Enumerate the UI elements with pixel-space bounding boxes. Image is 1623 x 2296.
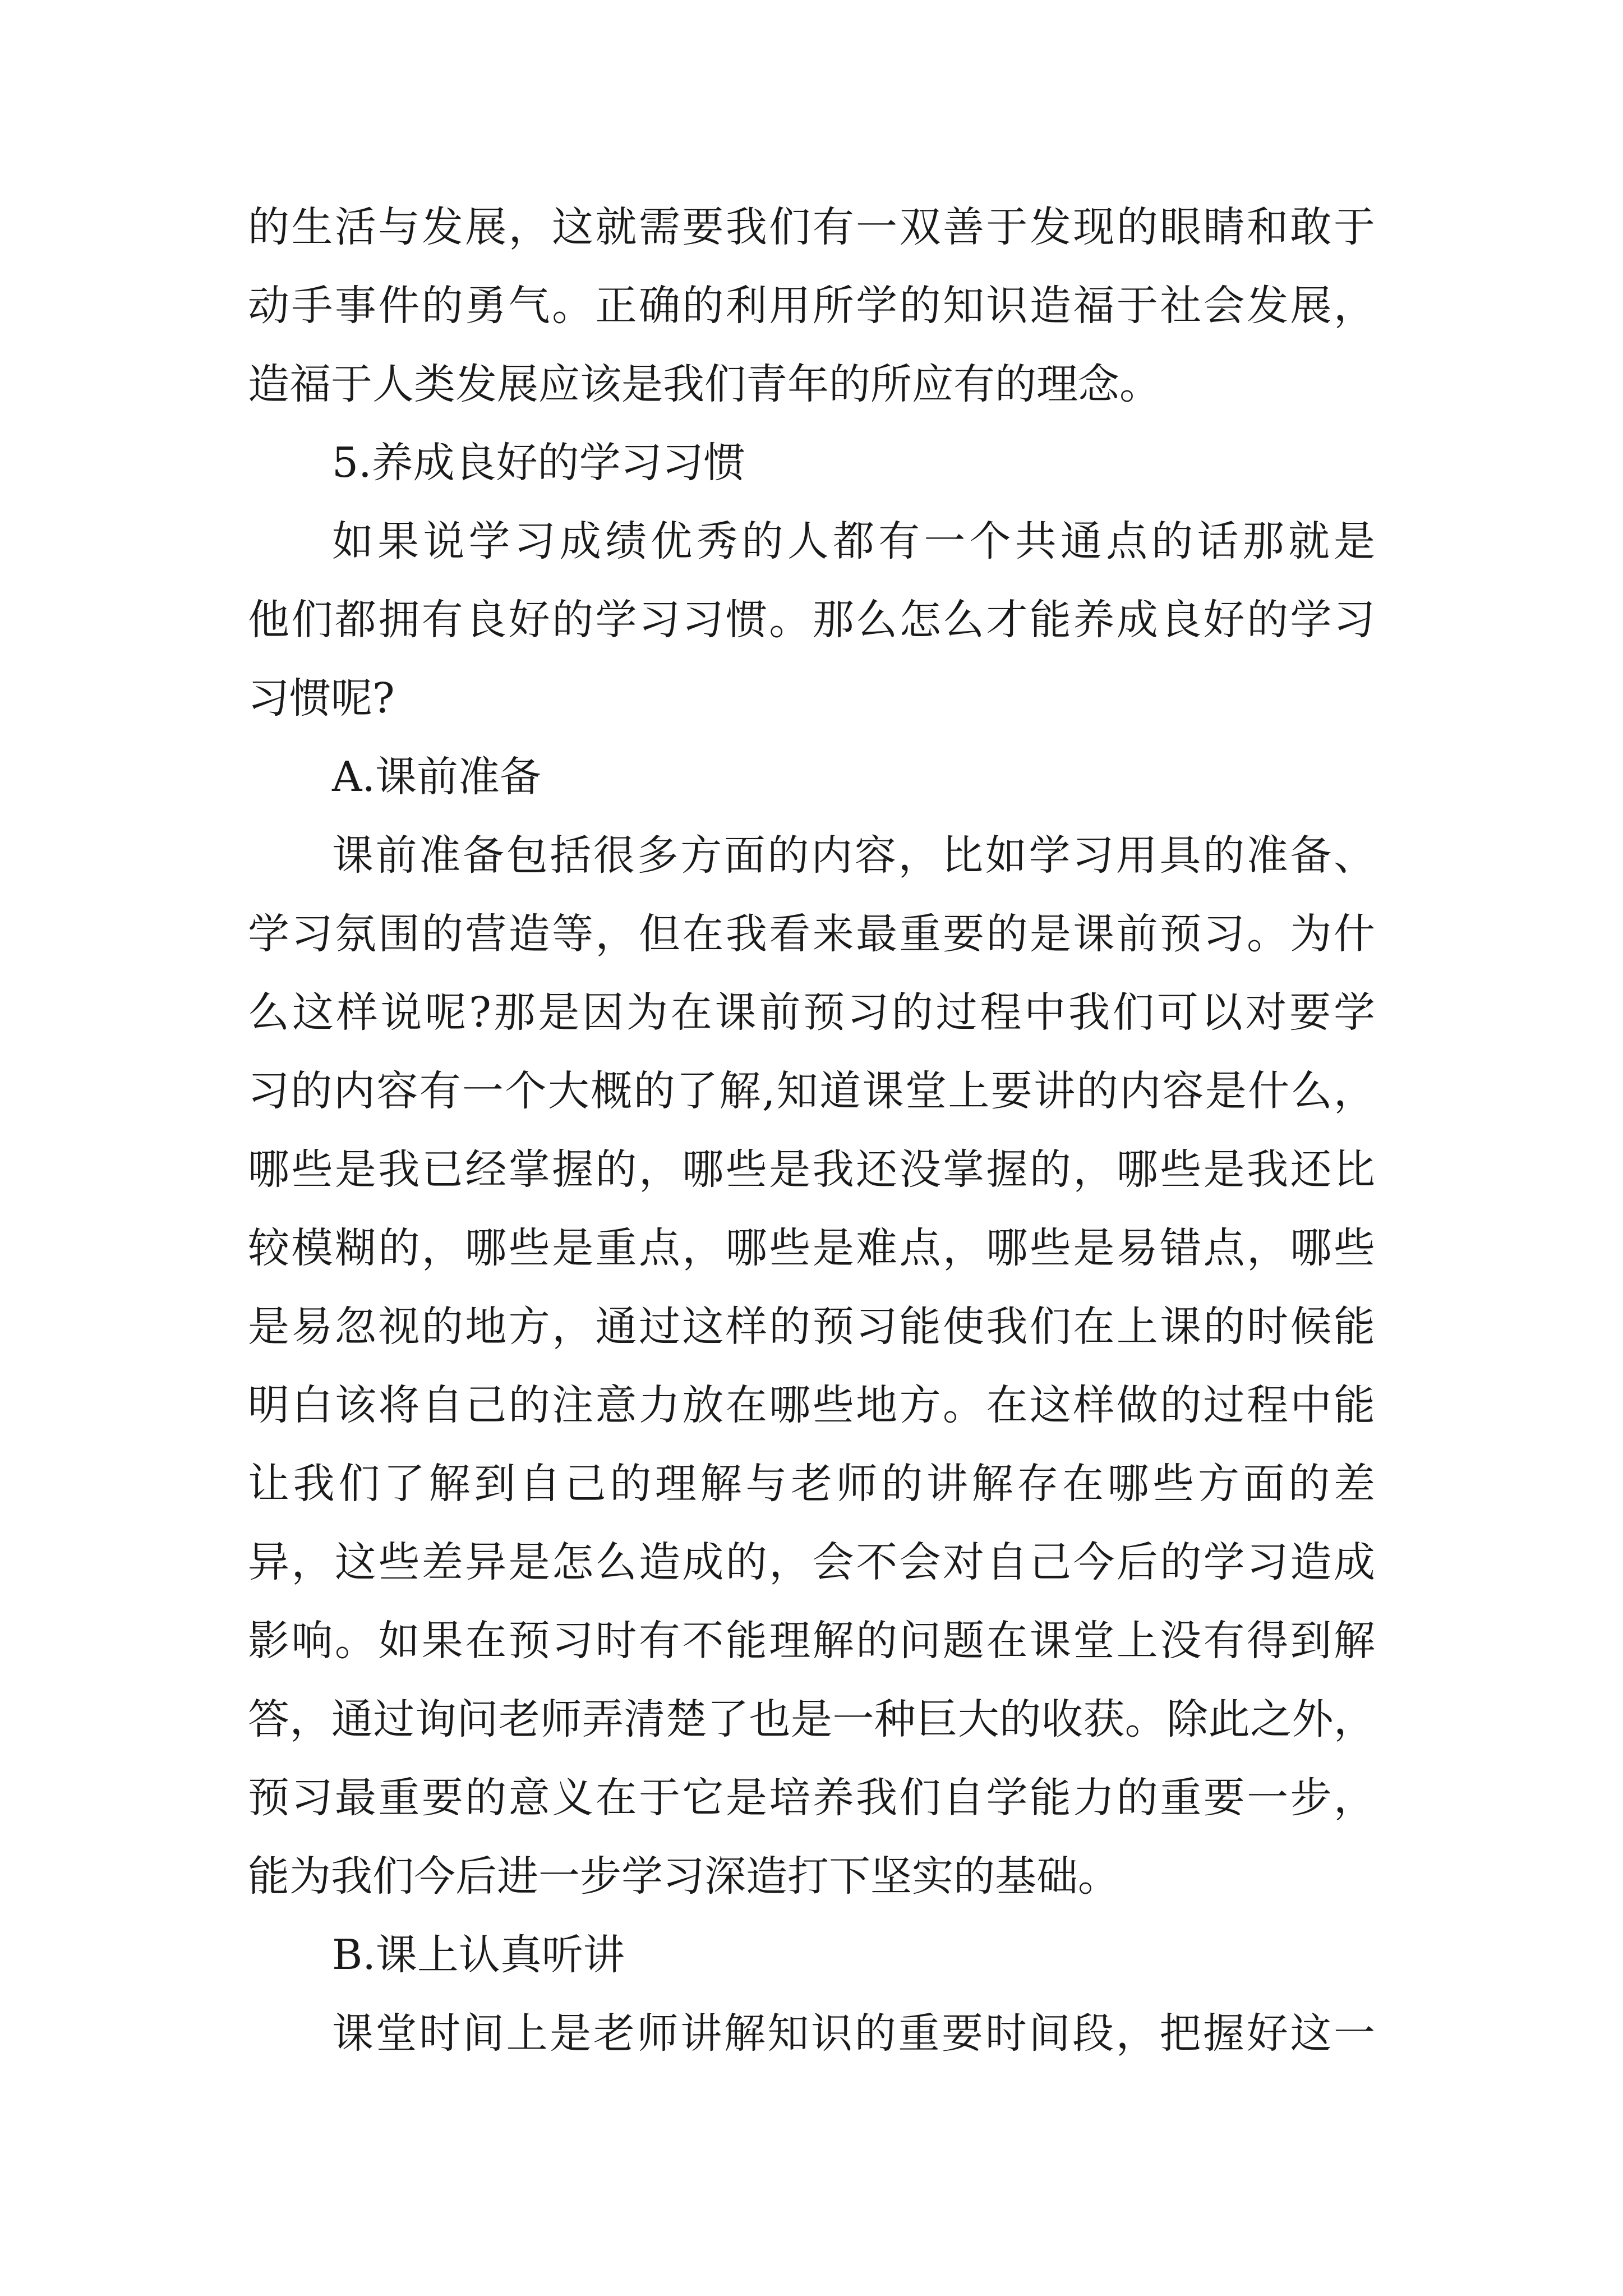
text-line: 课堂时间上是老师讲解知识的重要时间段，把握好这一 bbox=[332, 2009, 1375, 2058]
text-line: 学习氛围的营造等，但在我看来最重要的是课前预习。为什 bbox=[248, 910, 1375, 958]
text-line: 让我们了解到自己的理解与老师的讲解存在哪些方面的差 bbox=[248, 1460, 1375, 1508]
text-line: 的生活与发展，这就需要我们有一双善于发现的眼睛和敢于 bbox=[248, 203, 1375, 251]
text-line: 动手事件的勇气。正确的利用所学的知识造福于社会发展， bbox=[248, 282, 1375, 330]
subsection-heading: B.课上认真听讲 bbox=[332, 1931, 625, 1979]
text-line: 答，通过询问老师弄清楚了也是一种巨大的收获。除此之外， bbox=[248, 1695, 1375, 1743]
subsection-heading: A.课前准备 bbox=[332, 753, 541, 801]
text-line: 课前准备包括很多方面的内容，比如学习用具的准备、 bbox=[332, 831, 1375, 880]
section-heading: 5.养成良好的学习习惯 bbox=[332, 439, 745, 487]
text-line: 异，这些差异是怎么造成的，会不会对自己今后的学习造成 bbox=[248, 1538, 1375, 1586]
text-line: 是易忽视的地方，通过这样的预习能使我们在上课的时候能 bbox=[248, 1303, 1375, 1351]
text-line: 影响。如果在预习时有不能理解的问题在课堂上没有得到解 bbox=[248, 1617, 1375, 1665]
text-line: 他们都拥有良好的学习习惯。那么怎么才能养成良好的学习 bbox=[248, 596, 1375, 644]
text-line: 么这样说呢?那是因为在课前预习的过程中我们可以对要学 bbox=[248, 988, 1375, 1037]
text-line: 习惯呢? bbox=[248, 674, 395, 723]
body-text bbox=[248, 188, 1375, 2073]
text-line: 习的内容有一个大概的了解,知道课堂上要讲的内容是什么， bbox=[248, 1067, 1375, 1115]
text-line: 能为我们今后进一步学习深造打下坚实的基础。 bbox=[248, 1852, 1119, 1901]
text-line: 造福于人类发展应该是我们青年的所应有的理念。 bbox=[248, 360, 1161, 408]
text-line: 预习最重要的意义在于它是培养我们自学能力的重要一步， bbox=[248, 1774, 1375, 1822]
text-line: 如果说学习成绩优秀的人都有一个共通点的话那就是 bbox=[332, 517, 1375, 565]
text-line: 明白该将自己的注意力放在哪些地方。在这样做的过程中能 bbox=[248, 1381, 1375, 1429]
text-line: 较模糊的，哪些是重点，哪些是难点，哪些是易错点，哪些 bbox=[248, 1224, 1375, 1272]
text-line: 哪些是我已经掌握的，哪些是我还没掌握的，哪些是我还比 bbox=[248, 1145, 1375, 1194]
